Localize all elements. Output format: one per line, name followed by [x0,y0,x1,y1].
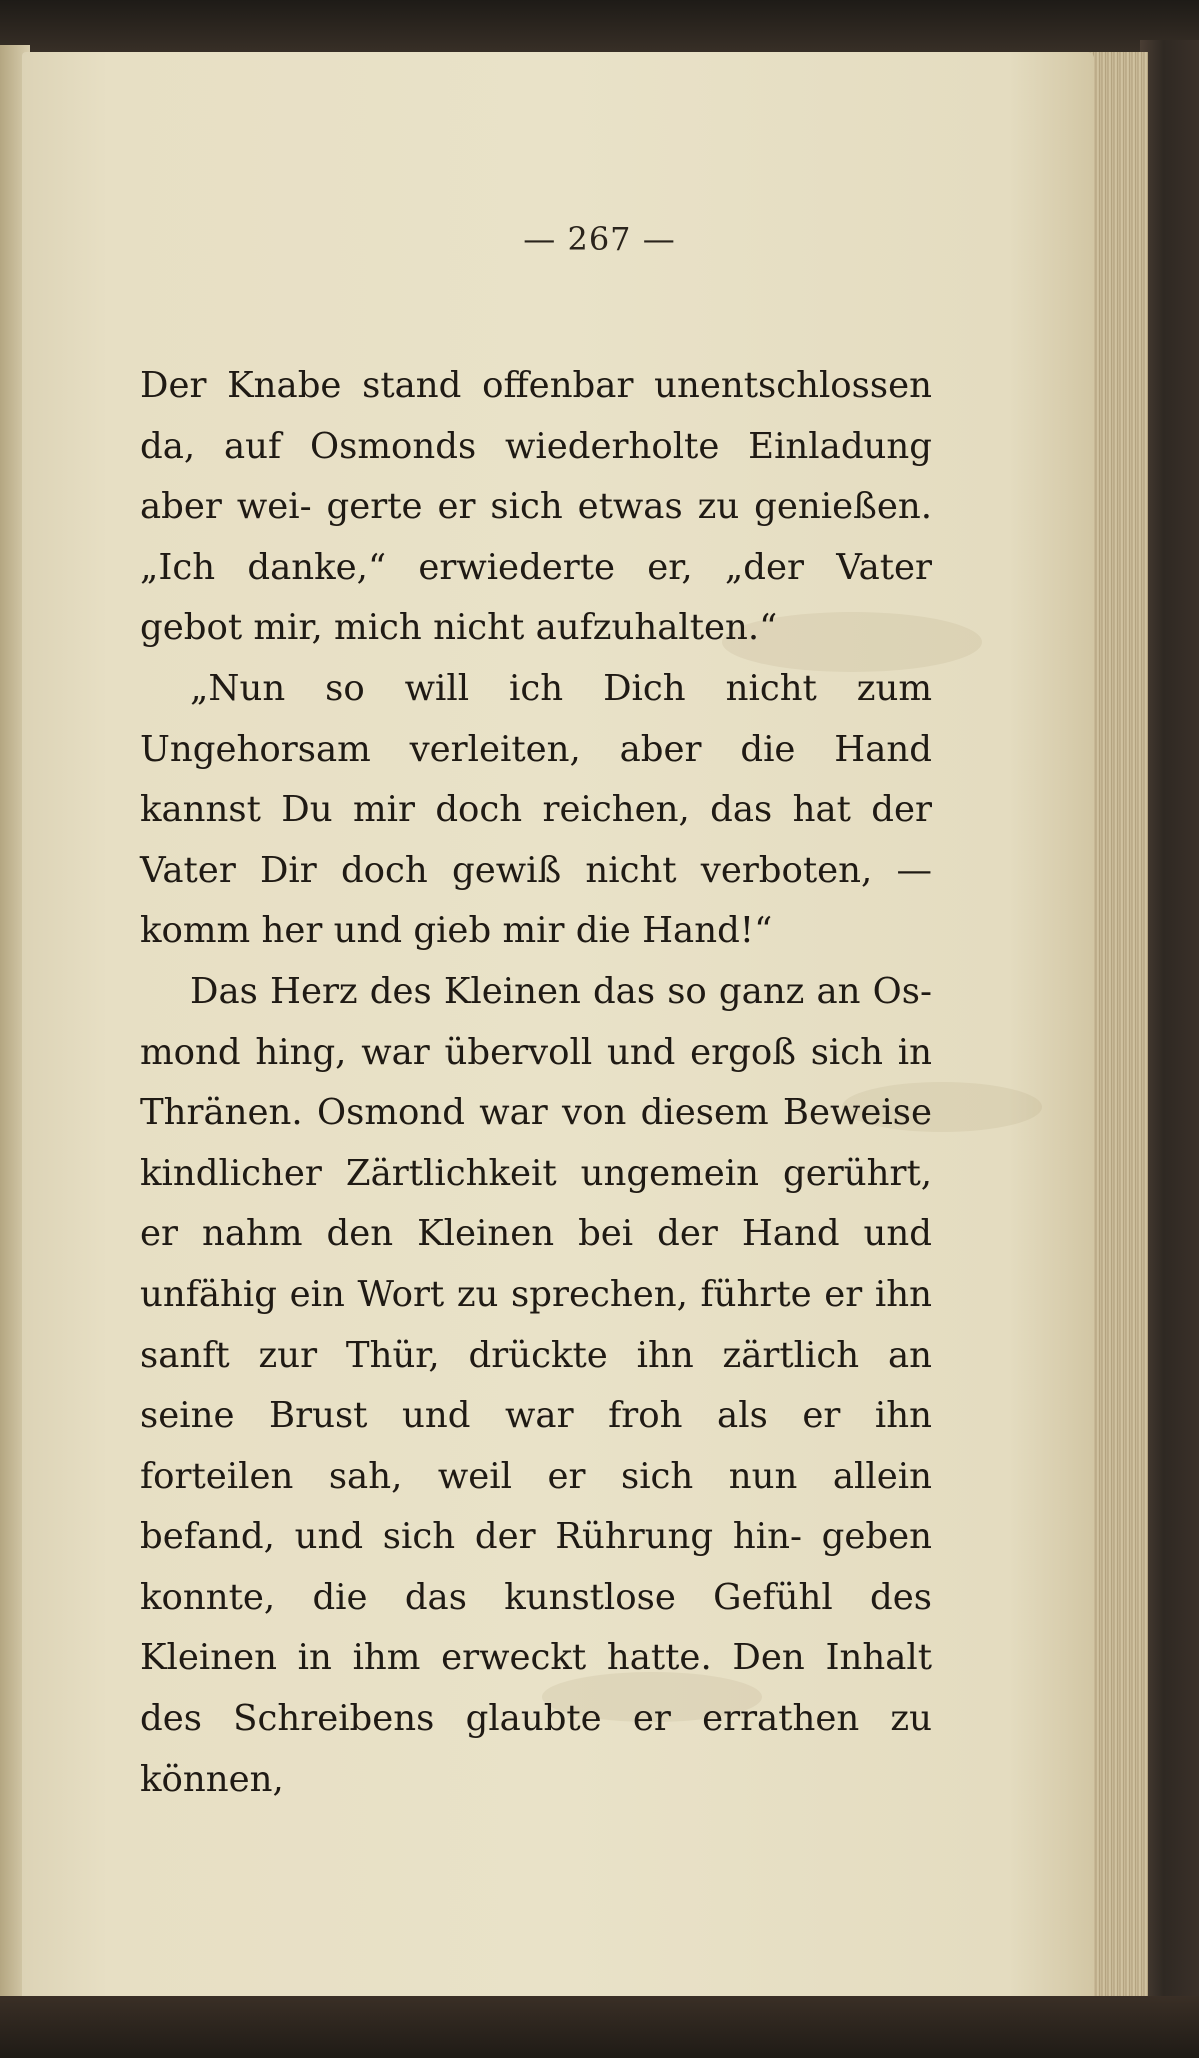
paragraph: „Nun so will ich Dich nicht zum Ungehorsam verleiten, aber die Hand kannst Du mir doch reichen, das hat der Vater Dir doch gewiß nicht verboten, — komm her und gieb mir die Hand!“ [140,667,932,952]
scan-background-bottom [0,1996,1199,2058]
paragraph: Das Herz des Kleinen das so ganz an Os- mond hing, war übervoll und ergoß sich in Thränen. Osmond war von diesem Beweise kindlicher Zärtlichkeit ungemein gerührt, er nahm den Kleinen bei der Hand und unfähig ein Wort zu sprechen, führte er ihn sanft zur Thür, drückte ihn zärtlich an seine Brust und war froh als er ihn forteilen sah, weil er sich nun allein befand, und sich der Rührung hin- geben konnte, die das kunstlose Gefühl des Kleinen in ihm erweckt hatte. Den Inhalt des Schreibens glaubte er errathen zu können, [140,970,932,1800]
page-stack-edges [1088,52,1148,2002]
page-number: — 267 — [523,220,676,258]
scan-background-top [0,0,1199,58]
book-cover-edge [1140,40,1199,2015]
body-text [140,356,932,1810]
paragraph: Der Knabe stand offenbar unentschlossen da, auf Osmonds wiederholte Einladung aber wei- gerte er sich etwas zu genießen. „Ich danke,“ erwiederte er, „der Vater gebot mir, mich nicht aufzuhalten.“ [140,365,932,649]
